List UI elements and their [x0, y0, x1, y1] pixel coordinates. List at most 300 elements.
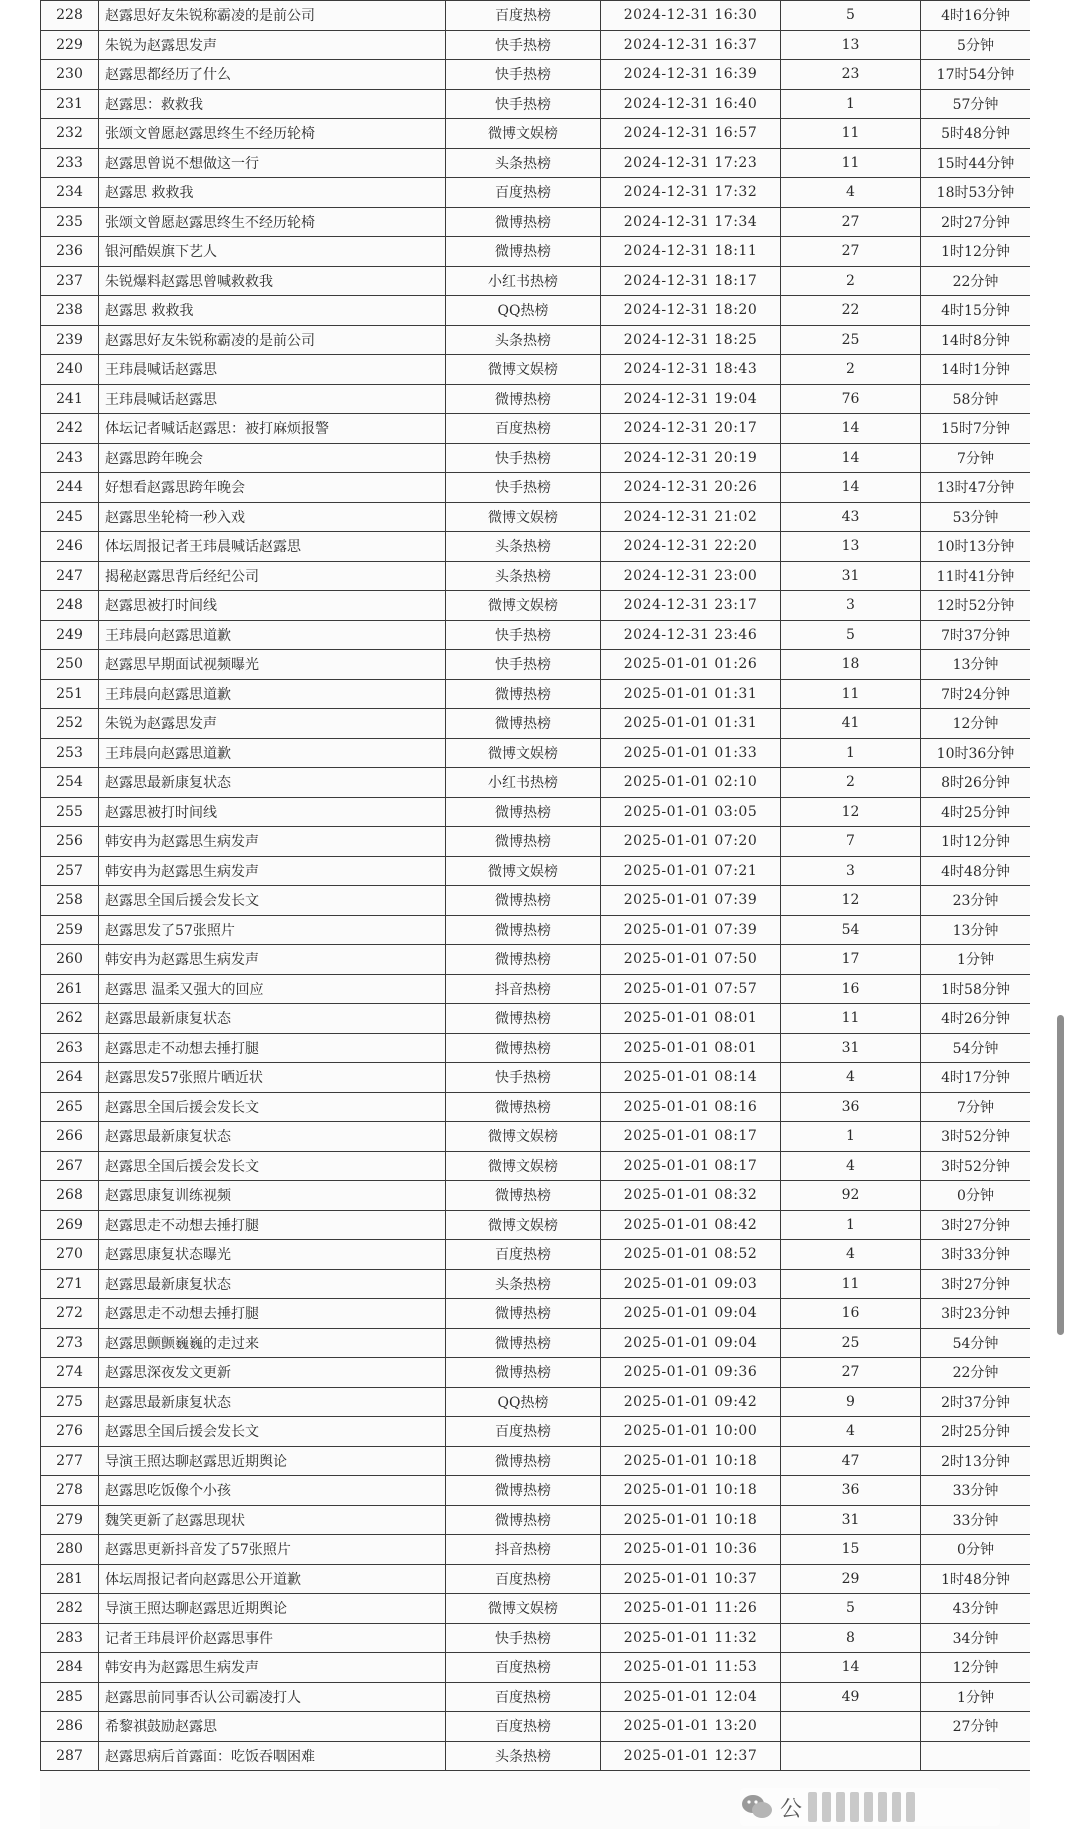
- row-title: 赵露思发57张照片晒近状: [99, 1063, 446, 1093]
- row-list: 微博热榜: [446, 1476, 601, 1506]
- row-time: 2025-01-01 09:03: [601, 1269, 781, 1299]
- row-list: 头条热榜: [446, 561, 601, 591]
- row-duration: 0分钟: [921, 1181, 1031, 1211]
- row-list: 微博热榜: [446, 237, 601, 267]
- table-row: [41, 1712, 1031, 1742]
- row-rank: 11: [781, 119, 921, 149]
- row-rank: 27: [781, 237, 921, 267]
- row-index: 234: [41, 178, 99, 208]
- row-duration: [921, 1741, 1031, 1771]
- row-rank: 9: [781, 1387, 921, 1417]
- row-duration: 4时48分钟: [921, 856, 1031, 886]
- row-index: 254: [41, 768, 99, 798]
- row-index: 245: [41, 502, 99, 532]
- row-list: 微博文娱榜: [446, 856, 601, 886]
- row-index: 232: [41, 119, 99, 149]
- row-time: 2025-01-01 07:39: [601, 886, 781, 916]
- row-time: 2024-12-31 17:32: [601, 178, 781, 208]
- row-duration: 12时52分钟: [921, 591, 1031, 621]
- row-title: 赵露思最新康复状态: [99, 1387, 446, 1417]
- scrollbar-thumb[interactable]: [1057, 1015, 1064, 1335]
- row-title: 朱锐爆料赵露思曾喊救救我: [99, 266, 446, 296]
- table-row: [41, 60, 1031, 90]
- row-rank: 3: [781, 856, 921, 886]
- row-title: 赵露思坐轮椅一秒入戏: [99, 502, 446, 532]
- row-list: 微博热榜: [446, 827, 601, 857]
- table-row: [41, 355, 1031, 385]
- row-time: 2025-01-01 08:14: [601, 1063, 781, 1093]
- row-title: 赵露思跨年晚会: [99, 443, 446, 473]
- row-list: 微博文娱榜: [446, 119, 601, 149]
- row-duration: 12分钟: [921, 1653, 1031, 1683]
- row-index: 260: [41, 945, 99, 975]
- row-duration: 7分钟: [921, 1092, 1031, 1122]
- table-row: [41, 1299, 1031, 1329]
- row-duration: 7时37分钟: [921, 620, 1031, 650]
- table-row: [41, 325, 1031, 355]
- row-rank: 22: [781, 296, 921, 326]
- row-index: 272: [41, 1299, 99, 1329]
- row-index: 255: [41, 797, 99, 827]
- row-duration: 0分钟: [921, 1535, 1031, 1565]
- table-row: [41, 1682, 1031, 1712]
- row-duration: 4时17分钟: [921, 1063, 1031, 1093]
- row-list: 抖音热榜: [446, 974, 601, 1004]
- row-time: 2025-01-01 07:39: [601, 915, 781, 945]
- table-row: [41, 827, 1031, 857]
- row-title: 赵露思最新康复状态: [99, 1122, 446, 1152]
- row-time: 2025-01-01 08:16: [601, 1092, 781, 1122]
- row-rank: 5: [781, 620, 921, 650]
- row-time: 2024-12-31 23:46: [601, 620, 781, 650]
- row-list: 百度热榜: [446, 1712, 601, 1742]
- row-index: 256: [41, 827, 99, 857]
- row-title: 韩安冉为赵露思生病发声: [99, 827, 446, 857]
- row-duration: 11时41分钟: [921, 561, 1031, 591]
- row-duration: 13时47分钟: [921, 473, 1031, 503]
- row-duration: 18时53分钟: [921, 178, 1031, 208]
- row-title: 赵露思被打时间线: [99, 591, 446, 621]
- table-row: [41, 1594, 1031, 1624]
- row-list: 快手热榜: [446, 89, 601, 119]
- row-time: 2025-01-01 08:17: [601, 1151, 781, 1181]
- row-index: 278: [41, 1476, 99, 1506]
- row-index: 253: [41, 738, 99, 768]
- row-title: 赵露思：救救我: [99, 89, 446, 119]
- row-time: 2025-01-01 02:10: [601, 768, 781, 798]
- row-title: 王玮晨喊话赵露思: [99, 384, 446, 414]
- row-duration: 3时52分钟: [921, 1151, 1031, 1181]
- row-rank: 16: [781, 1299, 921, 1329]
- row-index: 259: [41, 915, 99, 945]
- table-row: [41, 945, 1031, 975]
- row-list: 快手热榜: [446, 473, 601, 503]
- row-time: 2024-12-31 23:00: [601, 561, 781, 591]
- table-row: [41, 1210, 1031, 1240]
- row-index: 285: [41, 1682, 99, 1712]
- row-list: 抖音热榜: [446, 1535, 601, 1565]
- row-index: 240: [41, 355, 99, 385]
- row-duration: 14时1分钟: [921, 355, 1031, 385]
- table-row: [41, 1446, 1031, 1476]
- table-row: [41, 1564, 1031, 1594]
- row-rank: 4: [781, 178, 921, 208]
- row-time: 2025-01-01 11:53: [601, 1653, 781, 1683]
- row-time: 2025-01-01 13:20: [601, 1712, 781, 1742]
- table-row: [41, 1122, 1031, 1152]
- row-time: 2025-01-01 08:32: [601, 1181, 781, 1211]
- row-list: 微博热榜: [446, 679, 601, 709]
- row-rank: 13: [781, 30, 921, 60]
- row-index: 263: [41, 1033, 99, 1063]
- row-list: 快手热榜: [446, 30, 601, 60]
- row-rank: 11: [781, 148, 921, 178]
- table-row: [41, 1328, 1031, 1358]
- table-row: [41, 414, 1031, 444]
- row-duration: 43分钟: [921, 1594, 1031, 1624]
- row-title: 希黎祺鼓励赵露思: [99, 1712, 446, 1742]
- row-list: 头条热榜: [446, 148, 601, 178]
- row-time: 2025-01-01 09:36: [601, 1358, 781, 1388]
- row-list: 微博热榜: [446, 1181, 601, 1211]
- row-rank: 14: [781, 414, 921, 444]
- row-list: 微博热榜: [446, 207, 601, 237]
- row-duration: 1分钟: [921, 1682, 1031, 1712]
- row-time: 2024-12-31 16:39: [601, 60, 781, 90]
- row-title: 韩安冉为赵露思生病发声: [99, 856, 446, 886]
- row-index: 269: [41, 1210, 99, 1240]
- row-duration: 4时16分钟: [921, 1, 1031, 31]
- row-rank: 25: [781, 1328, 921, 1358]
- row-title: 张颂文曾愿赵露思终生不经历轮椅: [99, 207, 446, 237]
- wechat-icon: [740, 1792, 774, 1822]
- row-index: 257: [41, 856, 99, 886]
- row-title: 赵露思最新康复状态: [99, 1004, 446, 1034]
- row-list: 微博热榜: [446, 384, 601, 414]
- row-rank: 7: [781, 827, 921, 857]
- row-duration: 1时12分钟: [921, 237, 1031, 267]
- table-row: [41, 89, 1031, 119]
- row-rank: 12: [781, 886, 921, 916]
- row-time: 2024-12-31 22:20: [601, 532, 781, 562]
- table-row: [41, 1004, 1031, 1034]
- row-title: 赵露思全国后援会发长文: [99, 886, 446, 916]
- row-title: 韩安冉为赵露思生病发声: [99, 945, 446, 975]
- table-row: [41, 1240, 1031, 1270]
- table-row: [41, 679, 1031, 709]
- row-rank: 43: [781, 502, 921, 532]
- row-index: 230: [41, 60, 99, 90]
- row-index: 266: [41, 1122, 99, 1152]
- row-rank: 11: [781, 679, 921, 709]
- row-rank: 4: [781, 1063, 921, 1093]
- row-list: 微博热榜: [446, 1092, 601, 1122]
- row-rank: 31: [781, 1033, 921, 1063]
- row-title: 赵露思最新康复状态: [99, 768, 446, 798]
- wechat-watermark: [740, 1788, 1000, 1826]
- row-duration: 17时54分钟: [921, 60, 1031, 90]
- row-index: 275: [41, 1387, 99, 1417]
- row-list: 小红书热榜: [446, 266, 601, 296]
- row-rank: 54: [781, 915, 921, 945]
- row-list: 微博文娱榜: [446, 1151, 601, 1181]
- table-row: [41, 561, 1031, 591]
- row-list: 微博热榜: [446, 797, 601, 827]
- row-list: 微博热榜: [446, 1299, 601, 1329]
- row-title: 赵露思发了57张照片: [99, 915, 446, 945]
- row-rank: 3: [781, 591, 921, 621]
- row-rank: 13: [781, 532, 921, 562]
- row-duration: 3时52分钟: [921, 1122, 1031, 1152]
- row-duration: 57分钟: [921, 89, 1031, 119]
- table-row: [41, 591, 1031, 621]
- row-duration: 14时8分钟: [921, 325, 1031, 355]
- row-duration: 5时48分钟: [921, 119, 1031, 149]
- row-title: 张颂文曾愿赵露思终生不经历轮椅: [99, 119, 446, 149]
- table-row: [41, 1358, 1031, 1388]
- row-index: 267: [41, 1151, 99, 1181]
- row-time: 2025-01-01 07:21: [601, 856, 781, 886]
- table-row: [41, 1092, 1031, 1122]
- row-list: 头条热榜: [446, 1741, 601, 1771]
- row-time: 2024-12-31 23:17: [601, 591, 781, 621]
- row-time: 2025-01-01 03:05: [601, 797, 781, 827]
- row-rank: 14: [781, 473, 921, 503]
- row-title: 赵露思走不动想去捶打腿: [99, 1033, 446, 1063]
- row-list: 快手热榜: [446, 1623, 601, 1653]
- row-index: 271: [41, 1269, 99, 1299]
- row-index: 228: [41, 1, 99, 31]
- row-time: 2025-01-01 07:50: [601, 945, 781, 975]
- row-title: 体坛记者喊话赵露思：被打麻烦报警: [99, 414, 446, 444]
- row-list: 微博热榜: [446, 1358, 601, 1388]
- row-time: 2024-12-31 20:17: [601, 414, 781, 444]
- row-duration: 4时25分钟: [921, 797, 1031, 827]
- row-list: 微博热榜: [446, 1446, 601, 1476]
- row-duration: 2时37分钟: [921, 1387, 1031, 1417]
- row-title: 赵露思 救救我: [99, 178, 446, 208]
- row-duration: 3时27分钟: [921, 1210, 1031, 1240]
- row-duration: 15时7分钟: [921, 414, 1031, 444]
- row-index: 268: [41, 1181, 99, 1211]
- row-index: 284: [41, 1653, 99, 1683]
- row-title: 赵露思病后首露面：吃饭吞咽困难: [99, 1741, 446, 1771]
- row-index: 246: [41, 532, 99, 562]
- row-index: 236: [41, 237, 99, 267]
- row-list: 微博热榜: [446, 1004, 601, 1034]
- row-title: 赵露思更新抖音发了57张照片: [99, 1535, 446, 1565]
- row-list: 百度热榜: [446, 1417, 601, 1447]
- row-duration: 33分钟: [921, 1505, 1031, 1535]
- row-time: 2024-12-31 19:04: [601, 384, 781, 414]
- row-title: 赵露思全国后援会发长文: [99, 1092, 446, 1122]
- row-index: 287: [41, 1741, 99, 1771]
- row-duration: 33分钟: [921, 1476, 1031, 1506]
- row-rank: 4: [781, 1240, 921, 1270]
- row-duration: 7时24分钟: [921, 679, 1031, 709]
- row-rank: 41: [781, 709, 921, 739]
- row-list: 微博热榜: [446, 1328, 601, 1358]
- table-row: [41, 1269, 1031, 1299]
- row-index: 239: [41, 325, 99, 355]
- row-rank: 5: [781, 1, 921, 31]
- row-duration: 10时13分钟: [921, 532, 1031, 562]
- table-row: [41, 30, 1031, 60]
- row-duration: 7分钟: [921, 443, 1031, 473]
- hot-list-table: [40, 0, 1030, 1771]
- table-row: [41, 1623, 1031, 1653]
- row-title: 赵露思被打时间线: [99, 797, 446, 827]
- row-duration: 22分钟: [921, 1358, 1031, 1388]
- row-title: 魏笑更新了赵露思现状: [99, 1505, 446, 1535]
- row-time: 2025-01-01 01:31: [601, 679, 781, 709]
- table-row: [41, 1151, 1031, 1181]
- row-title: 赵露思康复训练视频: [99, 1181, 446, 1211]
- row-time: 2024-12-31 18:11: [601, 237, 781, 267]
- row-duration: 2时13分钟: [921, 1446, 1031, 1476]
- row-list: 微博文娱榜: [446, 591, 601, 621]
- row-rank: 27: [781, 207, 921, 237]
- row-index: 247: [41, 561, 99, 591]
- row-rank: 4: [781, 1151, 921, 1181]
- row-index: 248: [41, 591, 99, 621]
- row-index: 274: [41, 1358, 99, 1388]
- row-index: 229: [41, 30, 99, 60]
- row-index: 235: [41, 207, 99, 237]
- row-rank: 8: [781, 1623, 921, 1653]
- row-list: 快手热榜: [446, 1063, 601, 1093]
- row-index: 281: [41, 1564, 99, 1594]
- row-index: 270: [41, 1240, 99, 1270]
- row-rank: 2: [781, 266, 921, 296]
- row-time: 2024-12-31 18:43: [601, 355, 781, 385]
- row-list: 微博热榜: [446, 709, 601, 739]
- row-index: 277: [41, 1446, 99, 1476]
- table-row: [41, 473, 1031, 503]
- row-time: 2025-01-01 08:01: [601, 1004, 781, 1034]
- row-rank: 1: [781, 1122, 921, 1152]
- table-row: [41, 1387, 1031, 1417]
- row-rank: 36: [781, 1476, 921, 1506]
- row-index: 265: [41, 1092, 99, 1122]
- row-time: 2025-01-01 10:00: [601, 1417, 781, 1447]
- row-title: 揭秘赵露思背后经纪公司: [99, 561, 446, 591]
- row-duration: 13分钟: [921, 915, 1031, 945]
- row-title: 赵露思最新康复状态: [99, 1269, 446, 1299]
- table-row: [41, 1063, 1031, 1093]
- row-time: 2024-12-31 16:40: [601, 89, 781, 119]
- row-duration: 4时26分钟: [921, 1004, 1031, 1034]
- row-list: 小红书热榜: [446, 768, 601, 798]
- row-title: 赵露思曾说不想做这一行: [99, 148, 446, 178]
- row-index: 238: [41, 296, 99, 326]
- row-time: 2025-01-01 09:42: [601, 1387, 781, 1417]
- row-time: 2025-01-01 09:04: [601, 1299, 781, 1329]
- row-title: 赵露思都经历了什么: [99, 60, 446, 90]
- row-time: 2025-01-01 12:37: [601, 1741, 781, 1771]
- row-index: 279: [41, 1505, 99, 1535]
- table-row: [41, 237, 1031, 267]
- table-row: [41, 1417, 1031, 1447]
- watermark-text: 公: [780, 1796, 803, 1822]
- row-rank: 92: [781, 1181, 921, 1211]
- row-duration: 53分钟: [921, 502, 1031, 532]
- row-index: 261: [41, 974, 99, 1004]
- table-row: [41, 915, 1031, 945]
- row-time: 2025-01-01 08:52: [601, 1240, 781, 1270]
- table-row: [41, 768, 1031, 798]
- table-row: [41, 502, 1031, 532]
- row-duration: 2时27分钟: [921, 207, 1031, 237]
- row-time: 2025-01-01 08:17: [601, 1122, 781, 1152]
- row-title: 赵露思深夜发文更新: [99, 1358, 446, 1388]
- table-row: [41, 266, 1031, 296]
- row-index: 244: [41, 473, 99, 503]
- table-row: [41, 148, 1031, 178]
- row-time: 2025-01-01 10:37: [601, 1564, 781, 1594]
- row-rank: 76: [781, 384, 921, 414]
- table-row: [41, 1505, 1031, 1535]
- row-duration: 58分钟: [921, 384, 1031, 414]
- row-list: 快手热榜: [446, 620, 601, 650]
- row-rank: 49: [781, 1682, 921, 1712]
- row-title: 王玮晨向赵露思道歉: [99, 679, 446, 709]
- row-time: 2024-12-31 16:30: [601, 1, 781, 31]
- row-index: 283: [41, 1623, 99, 1653]
- row-duration: 54分钟: [921, 1033, 1031, 1063]
- row-index: 231: [41, 89, 99, 119]
- row-rank: 25: [781, 325, 921, 355]
- table-row: [41, 119, 1031, 149]
- row-time: 2025-01-01 09:04: [601, 1328, 781, 1358]
- row-title: 赵露思康复状态曝光: [99, 1240, 446, 1270]
- row-rank: 14: [781, 443, 921, 473]
- table-row: [41, 1535, 1031, 1565]
- row-time: 2025-01-01 01:33: [601, 738, 781, 768]
- row-time: 2024-12-31 17:34: [601, 207, 781, 237]
- row-list: 微博热榜: [446, 1033, 601, 1063]
- row-rank: 23: [781, 60, 921, 90]
- row-index: 241: [41, 384, 99, 414]
- row-list: 微博文娱榜: [446, 355, 601, 385]
- row-time: 2024-12-31 18:25: [601, 325, 781, 355]
- table-row: [41, 886, 1031, 916]
- row-list: 头条热榜: [446, 532, 601, 562]
- row-index: 273: [41, 1328, 99, 1358]
- row-list: 微博文娱榜: [446, 738, 601, 768]
- row-title: 赵露思走不动想去捶打腿: [99, 1210, 446, 1240]
- row-list: 百度热榜: [446, 1240, 601, 1270]
- row-duration: 1分钟: [921, 945, 1031, 975]
- row-title: 朱锐为赵露思发声: [99, 30, 446, 60]
- row-index: 251: [41, 679, 99, 709]
- row-duration: 1时12分钟: [921, 827, 1031, 857]
- row-duration: 23分钟: [921, 886, 1031, 916]
- row-index: 242: [41, 414, 99, 444]
- row-rank: 5: [781, 1594, 921, 1624]
- row-duration: 3时23分钟: [921, 1299, 1031, 1329]
- row-rank: 47: [781, 1446, 921, 1476]
- row-rank: 16: [781, 974, 921, 1004]
- table-row: [41, 1653, 1031, 1683]
- row-rank: 18: [781, 650, 921, 680]
- row-rank: 11: [781, 1269, 921, 1299]
- row-time: 2025-01-01 12:04: [601, 1682, 781, 1712]
- row-title: 赵露思全国后援会发长文: [99, 1417, 446, 1447]
- row-list: 微博文娱榜: [446, 502, 601, 532]
- row-index: 276: [41, 1417, 99, 1447]
- row-rank: 4: [781, 1417, 921, 1447]
